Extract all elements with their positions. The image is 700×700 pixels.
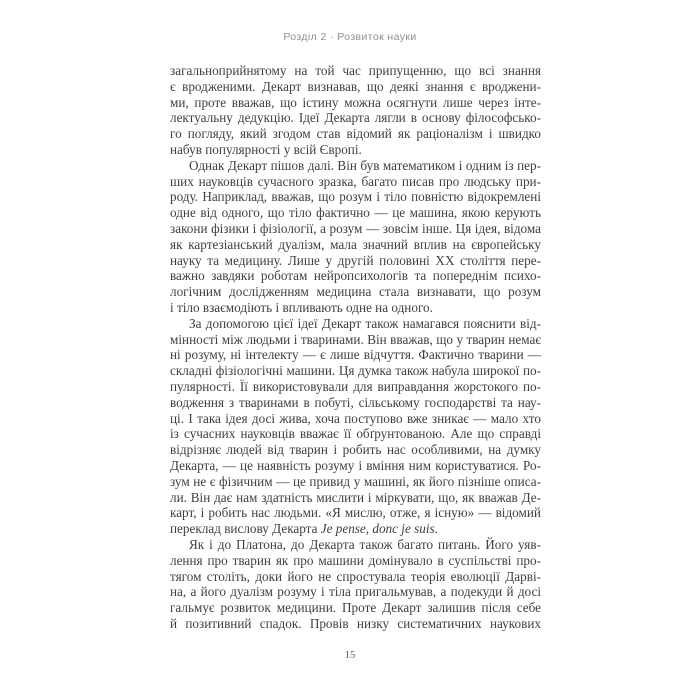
- text-line: складні фізіологічні машини. Ця думка також набула широкої по-: [170, 363, 541, 379]
- text-line: лення про тварин як про машини домінувало в суспільстві про-: [170, 552, 541, 568]
- text-line: Декарта, — це наявність розуму і вміння ним користуватися. Ро-: [170, 457, 541, 473]
- text-line: логічним дослідженням медицина стала визнавати, що розум: [170, 284, 541, 300]
- text-line: є вродженими. Декарт визнавав, що деякі знання є вроджени-: [170, 78, 541, 94]
- paragraph: [170, 158, 541, 316]
- text-line: на, а його дуалізм розуму і тіла пригальмував, а подекуди й досі: [170, 584, 541, 600]
- text-line: водження з тваринами в побуті, сільському господарстві та нау-: [170, 394, 541, 410]
- text-line: із сучасних науковців вважає її обґрунтованою. Але що справді: [170, 426, 541, 442]
- body-text: [170, 63, 541, 632]
- running-header: Розділ 2 · Розвиток науки: [283, 31, 417, 43]
- text-line: гальмує розвиток медицини. Проте Декарт залишив після себе: [170, 600, 541, 616]
- text-line: і тіло взаємодіють і впливають одне на одного.: [170, 299, 433, 315]
- text-line: мінності між людьми і тваринами. Він вважав, що у тварин немає: [170, 331, 541, 347]
- text-line: як картезіанський дуалізм, мала значний вплив на європейську: [170, 236, 541, 252]
- text-line: ці. І така ідея досі жива, хоча поступово вже зникає — мало хто: [170, 410, 541, 426]
- text-line: ми, проте вважав, що істину можна осягнути лише через інте-: [170, 94, 541, 110]
- text-line: Однак Декарт пішов далі. Він був математиком і одним із пер-: [189, 157, 541, 173]
- text-line: набув популярності у всій Європі.: [170, 141, 362, 157]
- text-line: ли. Він дає нам здатність мислити і міркувати, що, як вважав Де-: [170, 489, 541, 505]
- paragraph: [170, 63, 541, 158]
- text-line: й позитивний спадок. Провів низку систематичних наукових: [170, 615, 541, 631]
- text-line: роду. Наприклад, вважав, що розум і тіло повністю відокремлені: [170, 189, 541, 205]
- text-line: зум не є фізичним — це привид у машині, як його пізніше описа-: [170, 473, 541, 489]
- text-line: пулярності. Її використовували для виправдання жорстокого по-: [170, 378, 541, 394]
- text-line: відрізняє людей від тварин і робить нас особливими, на думку: [170, 442, 541, 458]
- text-line: ні розуму, ні інтелекту — є лише відчуття. Фактично тварини —: [170, 347, 541, 363]
- paragraph: [170, 316, 541, 537]
- text-line: лектуальну дедукцію. Ідеї Декарта лягли в основу філософсько-: [170, 110, 541, 126]
- paragraph: [170, 537, 541, 632]
- text-line: го погляду, який згодом став відомий як раціоналізм і швидко: [170, 126, 541, 142]
- text-line: карт, і робить нас людьми. «Я мислю, отже, я існую» — відомий: [170, 505, 541, 521]
- text-line: Як і до Платона, до Декарта також багато питань. Його уяв-: [189, 536, 541, 552]
- text-line: закони фізики і фізіології, а розум — зовсім інше. Ця ідея, відома: [170, 220, 541, 236]
- text-line: переклад вислову Декарта Je pense, donc je suis.: [170, 521, 438, 537]
- text-line: ших науковців сучасного зразка, багато писав про людську при-: [170, 173, 541, 189]
- text-line: тягом століть, доки його не спростувала теорія еволюції Дарві-: [170, 568, 541, 584]
- text-line: науку та медицину. Лише у другій половині XX століття пере-: [170, 252, 541, 268]
- page-number: 15: [344, 650, 356, 661]
- text-line: одне від одного, що тіло фактично — це машина, якою керують: [170, 205, 541, 221]
- text-line: загальноприйнятому на той час припущенню, що всі знання: [170, 63, 541, 78]
- text-line: За допомогою цієї ідеї Декарт також намагався пояснити від-: [189, 315, 541, 331]
- text-line: важно завдяки роботам нейропсихологів та попереднім психо-: [170, 268, 541, 284]
